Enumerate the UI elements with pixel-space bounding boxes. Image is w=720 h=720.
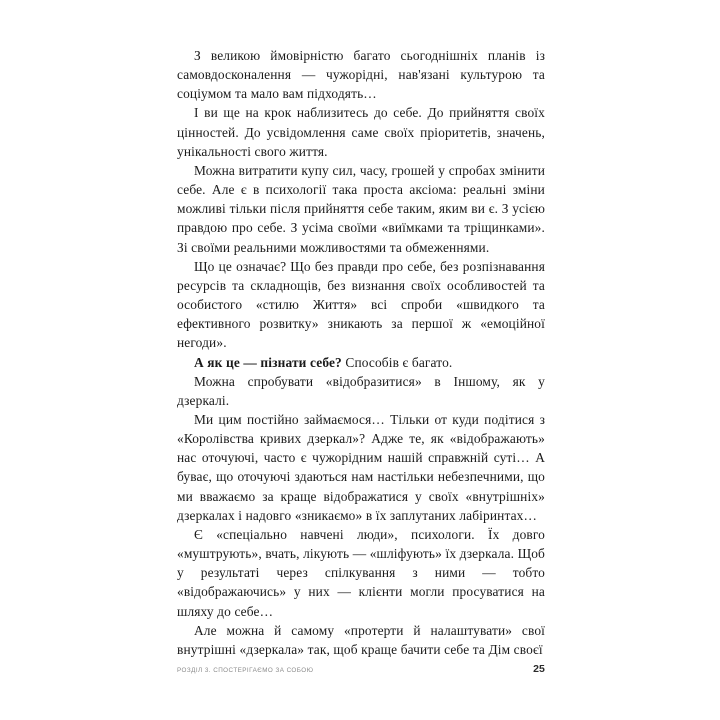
paragraph: З великою ймовірністю багато сьогоднішніх планів із самовдосконалення — чужорідні, нав'язані культурою та соціумом та мало вам підходять…	[177, 48, 545, 102]
text-column	[177, 46, 545, 659]
running-head: РОЗДІЛ 3. СПОСТЕРІГАЄМО ЗА СОБОЮ	[177, 667, 314, 674]
paragraph: Що це означає? Що без правди про себе, без розпізнавання ресурсів та складнощів, без визнання своїх особливостей та особистого «стилю Життя» всі спроби «швидкого та ефективного розвитку» зникають за першої ж «емоційної негоди».	[177, 258, 545, 351]
page-footer	[177, 663, 545, 675]
paragraph: Ми цим постійно займаємося… Тільки от куди подітися з «Королівства кривих дзеркал»? Адже те, як «відображають» нас оточуючі, часто є чужорідним нашій справжній суті… А буває, що оточуючі здаються нам настільки небезпечними, що ми вважаємо за краще відображатися у своїх «внутрішніх» дзеркалах і надовго «зникаємо» в їх заплутаних лабіринтах…	[177, 411, 545, 523]
paragraph: Можна спробувати «відобразитися» в Іншому, як у дзеркалі.	[177, 373, 545, 408]
bold-lead-phrase: А як це — пізнати себе?	[194, 354, 342, 370]
paragraph: Але можна й самому «протерти й налаштувати» свої внутрішні «дзеркала» так, щоб краще бачити себе та Дім своєї	[177, 622, 545, 657]
page-number: 25	[533, 663, 545, 675]
paragraph: Можна витратити купу сил, часу, грошей у спробах змінити себе. Але є в психології така проста аксіома: реальні зміни можливі тільки після прийняття себе таким, яким ви є. З усією правдою про себе. З усіма своїми «виїмками та тріщинками». Зі своїми реальними можливостями та обмеженнями.	[177, 162, 545, 255]
paragraph: І ви ще на крок наблизитесь до себе. До прийняття своїх цінностей. До усвідомлення саме своїх пріоритетів, значень, унікальності свого життя.	[177, 105, 545, 159]
paragraph-with-bold-lead	[177, 353, 545, 372]
paragraph: Є «спеціально навчені люди», психологи. Їх довго «муштрують», вчать, лікують — «шліфують» їх дзеркала. Щоб у результаті через спілкування з ними — тобто «відображаючись» у них — клієнти могли просуватися на шляху до себе…	[177, 526, 545, 619]
bold-lead-remainder: Способів є багато.	[341, 354, 453, 370]
